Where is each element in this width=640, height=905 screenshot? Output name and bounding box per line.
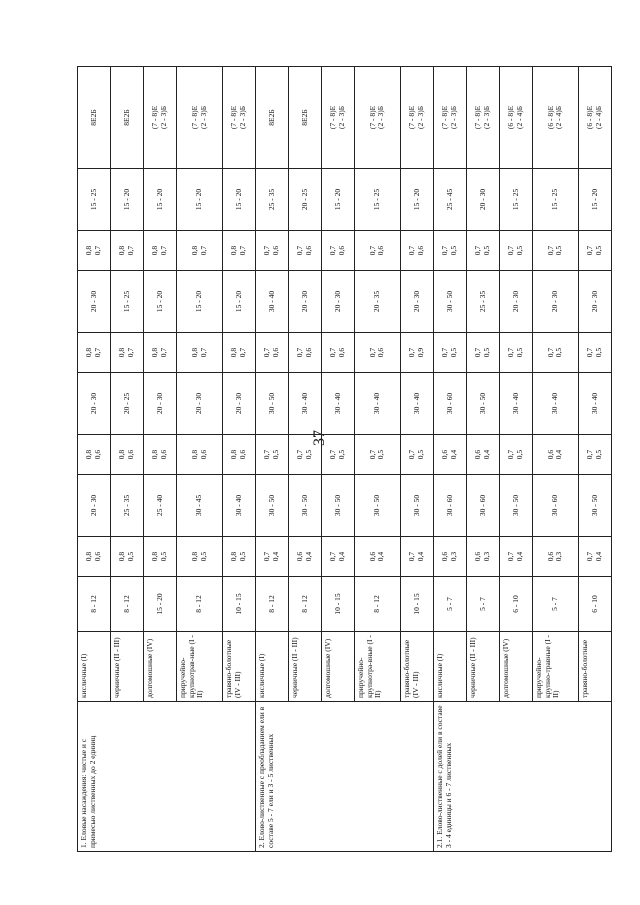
value-cell: 0,6 0,3 [433, 537, 466, 577]
value-cell: 30 - 50 [289, 475, 322, 537]
value-cell: 20 - 30 [144, 373, 177, 435]
value-cell: 20 - 30 [500, 271, 533, 333]
value-cell: 0,7 0,6 [289, 333, 322, 373]
value-cell: 20 - 30 [466, 169, 499, 231]
value-cell: 15 - 20 [144, 577, 177, 632]
value-cell: 0,8 0,7 [177, 231, 223, 271]
value-cell: 0,7 0,5 [500, 333, 533, 373]
value-cell: 8Е2Б [255, 67, 288, 169]
value-cell: 30 - 40 [322, 373, 355, 435]
value-cell: 30 - 45 [177, 475, 223, 537]
value-cell: 0,7 0,5 [355, 435, 401, 475]
value-cell: 0,7 0,4 [400, 537, 433, 577]
forest-table [77, 66, 612, 852]
value-cell: 15 - 20 [222, 169, 255, 231]
value-cell: 10 - 15 [222, 577, 255, 632]
value-cell: 8 - 12 [78, 577, 111, 632]
value-cell: 0,7 0,6 [355, 333, 401, 373]
value-cell: 0,8 0,7 [78, 333, 111, 373]
value-cell: 25 - 45 [433, 169, 466, 231]
value-cell: 15 - 25 [355, 169, 401, 231]
value-cell: 0,8 0,7 [111, 333, 144, 373]
value-cell: 0,6 0,4 [433, 435, 466, 475]
table-body [78, 67, 612, 852]
table-row [78, 67, 111, 852]
value-cell: 0,8 0,6 [177, 435, 223, 475]
value-cell: 20 - 30 [533, 271, 579, 333]
value-cell: 8 - 12 [111, 577, 144, 632]
value-cell: 6 - 10 [500, 577, 533, 632]
value-cell: 0,7 0,4 [322, 537, 355, 577]
value-cell: 0,8 0,6 [111, 435, 144, 475]
value-cell: 15 - 20 [222, 271, 255, 333]
value-cell: 20 - 30 [289, 271, 322, 333]
value-cell: 0,7 0,4 [255, 537, 288, 577]
value-cell: 0,8 0,7 [144, 231, 177, 271]
value-cell: 20 - 30 [177, 373, 223, 435]
value-cell: (7 - 8)Е (2 - 3)Б [355, 67, 401, 169]
forest-type-cell: приручейно-крупно-травные (I - II) [533, 632, 579, 702]
value-cell: 15 - 20 [144, 169, 177, 231]
forest-type-cell: черничные (II - III) [111, 632, 144, 702]
value-cell: 15 - 20 [322, 169, 355, 231]
value-cell: (7 - 8)Е (2 - 3)Б [400, 67, 433, 169]
value-cell: 25 - 35 [466, 271, 499, 333]
value-cell: 30 - 40 [222, 475, 255, 537]
forest-type-cell: приручейно-крупнотра-вные (I - II) [355, 632, 401, 702]
value-cell: 0,8 0,5 [177, 537, 223, 577]
value-cell: 30 - 60 [466, 475, 499, 537]
value-cell: 0,6 0,3 [533, 537, 579, 577]
value-cell: 0,8 0,5 [222, 537, 255, 577]
value-cell: 20 - 30 [578, 271, 611, 333]
value-cell: 0,7 0,5 [255, 435, 288, 475]
value-cell: 30 - 40 [500, 373, 533, 435]
value-cell: 30 - 50 [355, 475, 401, 537]
value-cell: (7 - 8)Е (2 - 3)Б [322, 67, 355, 169]
value-cell: 0,8 0,7 [222, 231, 255, 271]
page-number-text: 37 [311, 430, 328, 446]
value-cell: 20 - 25 [111, 373, 144, 435]
value-cell: 20 - 30 [322, 271, 355, 333]
value-cell: 0,7 0,5 [500, 231, 533, 271]
value-cell: 15 - 20 [144, 271, 177, 333]
value-cell: (7 - 8)Е (2 - 3)Б [177, 67, 223, 169]
forest-type-cell: кисличные (I) [433, 632, 466, 702]
value-cell: 30 - 60 [533, 475, 579, 537]
value-cell: (6 - 8)Е (2 - 4)Б [500, 67, 533, 169]
value-cell: 30 - 50 [466, 373, 499, 435]
forest-type-cell: черничные (II - III) [466, 632, 499, 702]
forest-type-cell: травяно-болотные [578, 632, 611, 702]
value-cell: 20 - 30 [222, 373, 255, 435]
value-cell: 10 - 15 [322, 577, 355, 632]
table-container [77, 67, 612, 852]
value-cell: 0,8 0,7 [144, 333, 177, 373]
value-cell: 0,7 0,5 [289, 435, 322, 475]
value-cell: (7 - 8)Е (2 - 3)Б [433, 67, 466, 169]
value-cell: 0,8 0,5 [144, 537, 177, 577]
value-cell: 8Е2Б [111, 67, 144, 169]
value-cell: 0,8 0,7 [222, 333, 255, 373]
value-cell: 0,8 0,6 [144, 435, 177, 475]
value-cell: 15 - 20 [111, 169, 144, 231]
value-cell: 30 - 50 [400, 475, 433, 537]
value-cell: 20 - 30 [78, 373, 111, 435]
value-cell: 0,7 0,5 [500, 435, 533, 475]
value-cell: 20 - 30 [400, 271, 433, 333]
value-cell: 0,6 0,4 [289, 537, 322, 577]
value-cell: 20 - 25 [289, 169, 322, 231]
value-cell: 25 - 40 [144, 475, 177, 537]
group-title-cell: 2. Елово-лиственные с преобладанием ели в составе 5 - 7 ели и 3 - 5 лиственных [255, 702, 433, 852]
value-cell: 30 - 50 [322, 475, 355, 537]
value-cell: 25 - 35 [111, 475, 144, 537]
value-cell: 15 - 25 [533, 169, 579, 231]
value-cell: 0,8 0,6 [78, 435, 111, 475]
value-cell: 0,8 0,5 [111, 537, 144, 577]
value-cell: 0,7 0,5 [578, 333, 611, 373]
forest-type-cell: черничные (II - III) [289, 632, 322, 702]
value-cell: 0,7 0,6 [322, 333, 355, 373]
value-cell: 0,7 0,5 [533, 333, 579, 373]
value-cell: 0,8 0,6 [78, 537, 111, 577]
value-cell: 0,7 0,5 [322, 435, 355, 475]
value-cell: 0,7 0,6 [255, 231, 288, 271]
value-cell: 0,6 0,4 [533, 435, 579, 475]
value-cell: 0,8 0,7 [177, 333, 223, 373]
forest-type-cell: долгомошные (IV) [500, 632, 533, 702]
value-cell: 0,7 0,6 [289, 231, 322, 271]
value-cell: 0,7 0,6 [322, 231, 355, 271]
value-cell: 8 - 12 [355, 577, 401, 632]
value-cell: 30 - 40 [578, 373, 611, 435]
value-cell: 0,7 0,5 [466, 231, 499, 271]
value-cell: 0,7 0,5 [578, 435, 611, 475]
value-cell: 30 - 50 [255, 475, 288, 537]
value-cell: (6 - 8)Е (2 - 4)Б [533, 67, 579, 169]
value-cell: 30 - 60 [433, 475, 466, 537]
value-cell: 20 - 30 [78, 475, 111, 537]
forest-type-cell: долгомошные (IV) [322, 632, 355, 702]
value-cell: 10 - 15 [400, 577, 433, 632]
table-row [433, 67, 466, 852]
value-cell: 30 - 50 [433, 271, 466, 333]
value-cell: (7 - 8)Е (2 - 3)Б [466, 67, 499, 169]
value-cell: 30 - 50 [578, 475, 611, 537]
value-cell: 8 - 12 [177, 577, 223, 632]
value-cell: (6 - 8)Е (2 - 4)Б [578, 67, 611, 169]
value-cell: 15 - 25 [111, 271, 144, 333]
value-cell: 8 - 12 [255, 577, 288, 632]
value-cell: 15 - 20 [400, 169, 433, 231]
value-cell: 30 - 40 [400, 373, 433, 435]
value-cell: (7 - 8)Е (2 - 3)Б [144, 67, 177, 169]
value-cell: 0,8 0,7 [111, 231, 144, 271]
value-cell: 15 - 25 [500, 169, 533, 231]
forest-type-cell: приручейно-крупнотрав-ные (I - II) [177, 632, 223, 702]
value-cell: 0,6 0,4 [355, 537, 401, 577]
value-cell: 0,7 0,6 [400, 231, 433, 271]
value-cell: 0,8 0,7 [78, 231, 111, 271]
value-cell: 25 - 35 [255, 169, 288, 231]
value-cell: 0,7 0,6 [255, 333, 288, 373]
forest-type-cell: травяно-болотные (IV - III) [222, 632, 255, 702]
value-cell: 5 - 7 [466, 577, 499, 632]
value-cell: 20 - 30 [78, 271, 111, 333]
value-cell: 20 - 35 [355, 271, 401, 333]
value-cell: 0,6 0,4 [466, 435, 499, 475]
value-cell: 15 - 25 [78, 169, 111, 231]
value-cell: 0,7 0,5 [578, 231, 611, 271]
value-cell: 0,7 0,5 [466, 333, 499, 373]
value-cell: 30 - 40 [289, 373, 322, 435]
forest-type-cell: кисличные (I) [78, 632, 111, 702]
value-cell: 8 - 12 [289, 577, 322, 632]
value-cell: 0,6 0,3 [466, 537, 499, 577]
value-cell: 6 - 10 [578, 577, 611, 632]
value-cell: 30 - 40 [533, 373, 579, 435]
value-cell: 0,7 0,6 [355, 231, 401, 271]
value-cell: 0,7 0,4 [578, 537, 611, 577]
value-cell: 0,7 0,5 [400, 435, 433, 475]
forest-type-cell: кисличные (I) [255, 632, 288, 702]
value-cell: 0,7 0,5 [433, 231, 466, 271]
value-cell: 8Е2Б [289, 67, 322, 169]
value-cell: 15 - 20 [578, 169, 611, 231]
value-cell: 5 - 7 [533, 577, 579, 632]
table-row [255, 67, 288, 852]
value-cell: 30 - 50 [500, 475, 533, 537]
forest-type-cell: долгомошные (IV) [144, 632, 177, 702]
value-cell: 30 - 40 [255, 271, 288, 333]
value-cell: 15 - 20 [177, 169, 223, 231]
group-title-cell: 2.1. Елово-лиственные с долей ели в составе 3 - 4 единицы и 6 - 7 лиственных [433, 702, 611, 852]
value-cell: (7 - 8)Е (2 - 3)Б [222, 67, 255, 169]
value-cell: 5 - 7 [433, 577, 466, 632]
value-cell: 15 - 20 [177, 271, 223, 333]
value-cell: 30 - 50 [255, 373, 288, 435]
value-cell: 0,7 0,4 [500, 537, 533, 577]
value-cell: 0,7 0,5 [433, 333, 466, 373]
value-cell: 30 - 60 [433, 373, 466, 435]
value-cell: 30 - 40 [355, 373, 401, 435]
forest-type-cell: травяно-болотные (IV - III) [400, 632, 433, 702]
value-cell: 0,7 0,5 [533, 231, 579, 271]
value-cell: 0,7 0,9 [400, 333, 433, 373]
value-cell: 8Е2Б [78, 67, 111, 169]
group-title-cell: 1. Еловые насаждения: чистые и с примесью лиственных до 2 единиц [78, 702, 256, 852]
value-cell: 0,8 0,6 [222, 435, 255, 475]
